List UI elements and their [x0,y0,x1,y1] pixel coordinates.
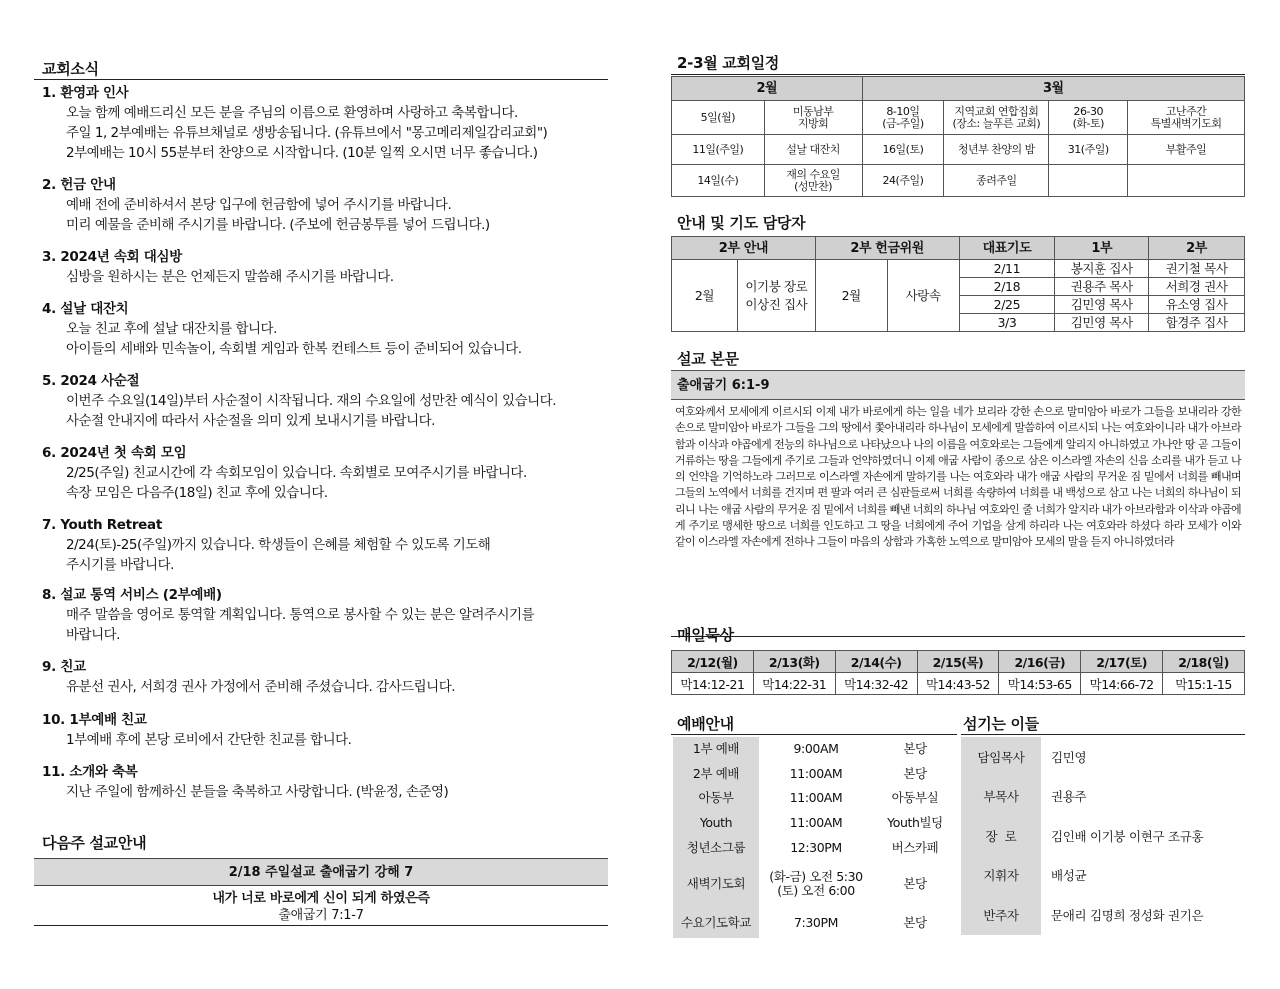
table-cell: 2/25 [959,296,1055,314]
passage-cell: 막14:12-21 [672,673,754,695]
table-row [673,737,957,762]
table-row [672,101,1245,135]
news-item-title: 9. 친교 [42,659,86,675]
worship-time: 11:00AM [789,790,843,806]
servant-names: 김민영 [1051,749,1087,765]
passage-cell: 막15:1-15 [1163,673,1245,695]
news-item-body: 이번주 수요일(14일)부터 사순절이 시작됩니다. 재의 수요일에 성만찬 예식이 있습니다. 사순절 안내지에 따라서 사순절을 의미 있게 보내시기를 바랍니다. [66,393,557,429]
table-row [673,860,957,908]
table-cell: 3/3 [959,314,1055,332]
prayer-header-usher: 2부 안내 [672,237,816,260]
table-cell: 5일(월) [672,101,765,135]
worship-label: 1부 예배 [673,737,759,762]
schedule-heading: 2-3월 교회일정 [677,54,780,72]
schedule-table [671,76,1245,197]
worship-place: 본당 [903,765,927,781]
table-cell: 11일(주일) [672,135,765,165]
news-item-body: 심방을 원하시는 분은 언제든지 말씀해 주시기를 바랍니다. [66,269,394,285]
month-header-mar: 3월 [862,77,1244,101]
table-cell: 2/18 [959,278,1055,296]
next-sermon-title: 내가 너로 바로에게 신이 되게 하였은즉 [212,891,430,906]
table-cell: 권기철 목사 [1149,260,1245,278]
prayer-header-second-service: 2부 [1149,237,1245,260]
table-cell [1128,165,1245,197]
table-cell [1049,165,1128,197]
table-cell: 8-10일 (금-주일) [862,101,944,135]
daily-devotion-heading: 매일묵상 [677,626,734,644]
prayer-table [671,236,1245,332]
worship-label: 아동부 [673,786,759,811]
news-item-title: 8. 설교 통역 서비스 (2부예배) [42,587,222,603]
news-item-title: 7. Youth Retreat [42,517,162,533]
worship-label: Youth [673,811,759,836]
news-item-title: 2. 헌금 안내 [42,177,116,193]
servant-names: 권용주 [1051,789,1087,805]
prayer-header-offering: 2부 헌금위원 [815,237,959,260]
worship-place: 본당 [903,875,927,891]
table-row [961,777,1245,817]
news-item-body: 지난 주일에 함께하신 분들을 축복하고 사랑합니다. (박윤정, 손준영) [66,784,449,800]
news-item-body: 오늘 함께 예배드리신 모든 분을 주님의 이름으로 환영하며 사랑하고 축복합니다. 주일 1, 2부예배는 유튜브채널로 생방송됩니다. (유튜브에서 "몽고메리제일감리교회") 2부예배는 10시 55분부터 찬양으로 시작합니다. (10분 일찍 오시면 너무 좋습니다.) [66,105,548,161]
table-cell: 24(주일) [862,165,944,197]
table-row [672,260,1245,278]
usher-month: 2월 [672,260,738,332]
table-cell: 지역교회 연합집회 (장소: 늘푸른 교회) [944,101,1049,135]
table-cell: 김민영 목사 [1055,314,1149,332]
worship-rule [671,734,957,735]
table-row [673,811,957,836]
next-sermon-box [34,858,608,926]
table-cell: 설날 대잔치 [764,135,862,165]
table-row [961,816,1245,856]
date-cell: 2/14(수) [835,651,917,673]
next-sermon-scripture: 출애굽기 7:1-7 [278,908,364,923]
church-news-column [34,52,608,932]
news-item-body: 1부예배 후에 본당 로비에서 간단한 친교를 합니다. [66,732,352,748]
passage-cell: 막14:66-72 [1081,673,1163,695]
table-row [673,835,957,860]
table-cell: 김민영 목사 [1055,296,1149,314]
news-item-new-year-festival [42,300,608,359]
news-item-title: 3. 2024년 속회 대심방 [42,249,182,265]
table-cell: 서희경 권사 [1149,278,1245,296]
worship-label: 2부 예배 [673,762,759,787]
worship-time: (화-금) 오전 5:30 (토) 오전 6:00 [769,868,863,898]
daily-devotion-table [671,650,1245,695]
table-cell: 종려주일 [944,165,1049,197]
servant-role: 지휘자 [961,856,1041,896]
sermon-box [671,370,1245,637]
worship-label: 새벽기도회 [673,860,759,908]
worship-label: 청년소그룹 [673,835,759,860]
offering-month: 2월 [815,260,887,332]
table-row [672,673,1245,695]
church-news-rule [34,79,608,80]
servants-table [961,737,1245,935]
prayer-header-representative: 대표기도 [959,237,1055,260]
worship-time: 11:00AM [789,765,843,781]
servants-heading: 섬기는 이들 [963,715,1039,733]
date-cell: 2/18(일) [1163,651,1245,673]
worship-time: 7:30PM [794,914,838,930]
news-item-interpretation [42,586,608,645]
news-item-youth-retreat [42,516,608,575]
worship-place: 본당 [903,741,927,757]
servant-role: 담임목사 [961,737,1041,777]
table-row [673,762,957,787]
table-row [672,135,1245,165]
news-item-introduction [42,763,608,802]
worship-place: 버스카페 [891,839,939,855]
servants-rule [961,734,1245,735]
sermon-heading: 설교 본문 [677,350,739,368]
worship-table [673,737,957,938]
servant-names: 배성균 [1051,868,1087,884]
news-item-body: 2/25(주일) 친교시간에 각 속회모임이 있습니다. 속회별로 모여주시기를 바랍니다. 속장 모임은 다음주(18일) 친교 후에 있습니다. [66,465,527,501]
passage-cell: 막14:43-52 [917,673,999,695]
date-cell: 2/16(금) [999,651,1081,673]
table-cell: 16일(토) [862,135,944,165]
news-item-offering [42,176,608,235]
worship-place: 본당 [903,914,927,930]
passage-cell: 막14:32-42 [835,673,917,695]
servant-names: 문애리 김명희 정성화 권기은 [1051,907,1204,923]
month-header-feb: 2월 [672,77,863,101]
news-item-body: 오늘 친교 후에 설날 대잔치를 합니다. 아이들의 세배와 민속놀이, 속회별 게임과 한복 컨테스트 등이 준비되어 있습니다. [66,321,522,357]
news-item-fellowship [42,658,608,697]
passage-cell: 막14:22-31 [753,673,835,695]
table-cell: 2/11 [959,260,1055,278]
table-cell: 부활주일 [1128,135,1245,165]
table-cell: 재의 수요일 (성만찬) [764,165,862,197]
schedule-rule [671,74,1245,75]
worship-heading: 예배안내 [677,715,734,733]
news-item-title: 4. 설날 대잔치 [42,301,129,317]
sermon-text: 여호와께서 모세에게 이르시되 이제 내가 바로에게 하는 일을 네가 보리라 강한 손으로 말미암아 바로가 그들을 보내리라 강한 손으로 말미암아 바로가 그들을 그의 땅에서 쫓아내리라 하나님이 모세에게 말씀하여 이르시되 나는 여호와이니라 내가 아브라함과 이삭과 야곱에게 전능의 하나님으로 나타났으나 나의 이름을 여호와로는 그들에게 알리지 아니하였고 가나안 땅 곧 그들이 거류하는 땅을 그들에게 주기로 그들과 언약하였더니 이제 애굽 사람이 종으로 삼은 이스라엘 자손의 신음 소리를 내가 듣고 나의 언약을 기억하노라 그러므로 이스라엘 자손에게 말하기를 나는 여호와라 내가 애굽 사람의 무거운 짐 밑에서 너희를 빼내며 그들의 노역에서 너희를 건지며 편 팔과 여러 큰 심판들로써 너희를 속량하여 너희를 내 백성으로 삼고 나는 너희의 하나님이 되리니 나는 애굽 사람의 무거운 짐 밑에서 너희를 빼낸 너희의 하나님 여호와인 줄 너희가 알지라 내가 아브라함과 이삭과 야곱에게 주기로 맹세한 땅으로 너희를 인도하고 그 땅을 너희에게 주어 기업을 삼게 하리라 나는 여호와라 하셨다 하라 모세가 이와 같이 이스라엘 자손에게 전하나 그들이 마음의 상함과 가혹한 노역으로 말미암아 모세의 말을 듣지 아니하였더라 [671,400,1245,637]
table-cell: 31(주일) [1049,135,1128,165]
worship-time: 12:30PM [790,839,842,855]
table-cell: 청년부 찬양의 밤 [944,135,1049,165]
worship-place: Youth빌딩 [887,815,943,831]
sermon-reference: 출애굽기 6:1-9 [671,370,1245,400]
table-row [673,786,957,811]
news-item-title: 11. 소개와 축복 [42,764,138,780]
servant-names: 김인배 이기붕 이현구 조규홍 [1051,828,1204,844]
worship-place: 아동부실 [891,790,939,806]
table-cell: 유소영 집사 [1149,296,1245,314]
table-row [961,737,1245,777]
news-item-first-class-meeting [42,444,608,503]
prayer-header-first-service: 1부 [1055,237,1149,260]
date-cell: 2/15(목) [917,651,999,673]
news-item-visitation [42,248,608,287]
worship-time: 11:00AM [789,815,843,831]
news-item-title: 1. 환영과 인사 [42,85,129,101]
servant-role: 반주자 [961,895,1041,935]
worship-time: 9:00AM [793,741,839,757]
news-item-body: 2/24(토)-25(주일)까지 있습니다. 학생들이 은혜를 체험할 수 있도록 기도해 주시기를 바랍니다. [66,537,491,573]
news-item-first-service-fellowship [42,711,608,750]
news-item-body: 유분선 권사, 서희경 권사 가정에서 준비해 주셨습니다. 감사드립니다. [66,679,456,695]
table-cell: 봉지훈 집사 [1055,260,1149,278]
table-cell: 14일(수) [672,165,765,197]
worship-label: 수요기도학교 [673,908,759,938]
date-cell: 2/17(토) [1081,651,1163,673]
next-sermon-body [34,886,608,926]
news-item-title: 10. 1부예배 친교 [42,712,147,728]
table-cell: 26-30 (화-토) [1049,101,1128,135]
prayer-heading: 안내 및 기도 담당자 [677,214,806,232]
servant-role: 부목사 [961,777,1041,817]
news-item-lent [42,372,608,431]
table-row [672,165,1245,197]
date-cell: 2/13(화) [753,651,835,673]
table-row [961,895,1245,935]
next-sermon-heading: 다음주 설교안내 [42,834,147,852]
table-cell: 권용주 목사 [1055,278,1149,296]
news-item-welcome [42,84,608,163]
servant-role: 장 로 [961,816,1041,856]
offering-group: 사랑속 [887,260,959,332]
passage-cell: 막14:53-65 [999,673,1081,695]
news-item-title: 5. 2024 사순절 [42,373,140,389]
table-cell: 함경주 집사 [1149,314,1245,332]
date-cell: 2/12(월) [672,651,754,673]
usher-names: 이기붕 장로 이상진 집사 [737,260,815,332]
news-item-body: 예배 전에 준비하셔서 본당 입구에 헌금함에 넣어 주시기를 바랍니다. 미리 예물을 준비해 주시기를 바랍니다. (주보에 헌금봉투를 넣어 드립니다.) [66,197,490,233]
table-cell: 고난주간 특별새벽기도회 [1128,101,1245,135]
table-cell: 미동남부 지방회 [764,101,862,135]
table-row [961,856,1245,896]
table-row [673,908,957,938]
news-item-title: 6. 2024년 첫 속회 모임 [42,445,187,461]
next-sermon-bar: 2/18 주일설교 출애굽기 강해 7 [34,858,608,886]
news-item-body: 매주 말씀을 영어로 통역할 계획입니다. 통역으로 봉사할 수 있는 분은 알려주시기를 바랍니다. [66,607,535,643]
church-news-title: 교회소식 [42,60,99,78]
